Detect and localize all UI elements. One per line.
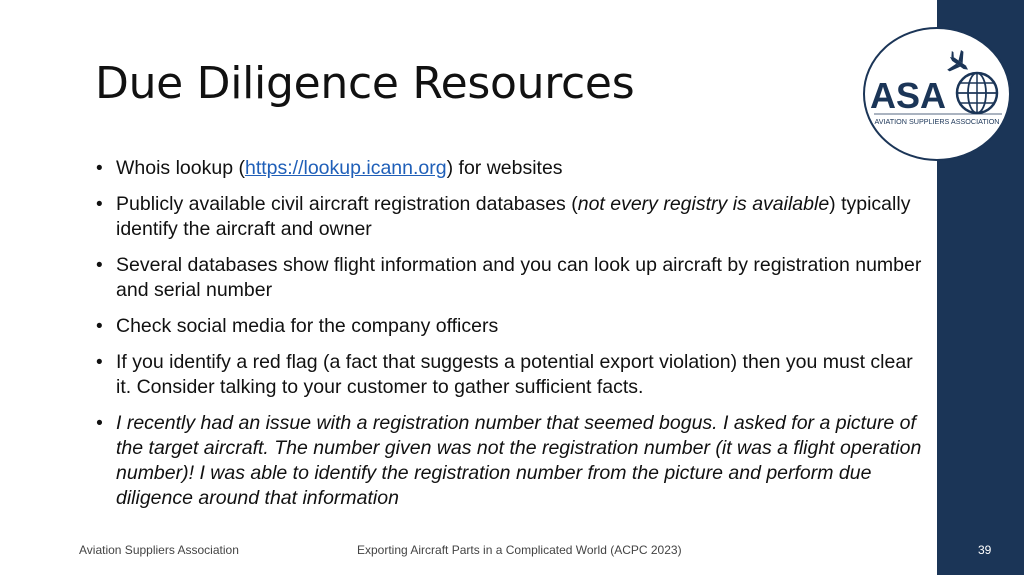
logo-tagline: AVIATION SUPPLIERS ASSOCIATION [874,117,1000,126]
list-item: • Several databases show flight information and you can look up aircraft by registration number and serial number [96,253,926,303]
globe-icon [957,73,997,113]
footer-presentation-title: Exporting Aircraft Parts in a Complicated World (ACPC 2023) [357,543,682,557]
asa-logo [862,27,1013,162]
icann-link[interactable]: https://lookup.icann.org [244,157,447,179]
list-item: • Whois lookup (https://lookup.icann.org) for websites [96,156,926,181]
list-item: • Publicly available civil aircraft registration databases (not every registry is available) typically identify the aircraft and owner [96,192,926,242]
logo-letters: ASA [870,75,947,116]
list-item: • If you identify a red flag (a fact that suggests a potential export violation) then you must clear it. Consider talking to your customer to gather sufficient facts. [96,350,926,400]
slide-title: Due Diligence Resources [95,58,635,109]
bullet-list [96,156,926,522]
footer-organization: Aviation Suppliers Association [79,543,239,557]
list-item: • Check social media for the company officers [96,314,926,339]
page-number: 39 [978,543,992,557]
list-item: • I recently had an issue with a registration number that seemed bogus. I asked for a picture of the target aircraft. The number given was not the registration number (it was a flight operation number)! I was able to identify the registration number from the picture and perform due diligence around that information [96,411,926,511]
